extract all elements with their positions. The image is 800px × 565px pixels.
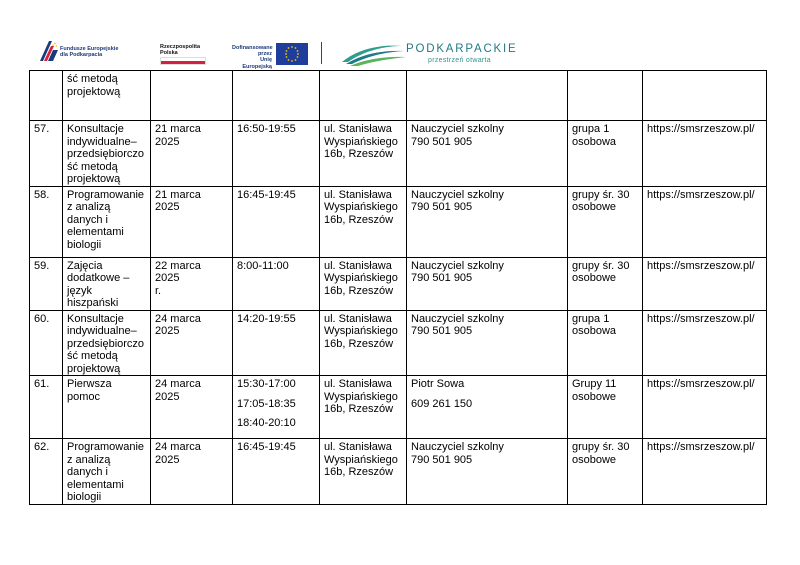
cell-place [320,257,407,310]
date-line: 21 marca 2025 [155,188,201,213]
rzeczpospolita-polska-logo [160,44,220,64]
fundusze-europejskie-logo [40,41,140,63]
contact-line: 609 261 150 [411,397,473,410]
date-line: 24 marca 2025 [155,441,201,466]
date-line: r. [155,284,162,297]
table-row [30,121,767,187]
header-divider [321,42,322,64]
topic-line: ść metodą [67,350,118,362]
place-line: 16b, Rzeszów [324,337,394,350]
time-line: 17:05-18:35 [237,397,296,410]
topic-line: projektową [67,85,121,98]
time-line: 15:30-17:00 [237,378,296,390]
place-line: Wyspiańskiego [324,325,398,337]
cell-time [233,71,320,121]
time-line: 16:45-19:45 [237,441,296,453]
contact-line: 790 501 905 [411,135,473,148]
topic-line: dodatkowe – [67,272,130,284]
contact-line: Nauczyciel szkolny [411,312,504,325]
topic-line: projektową [67,362,121,375]
time-line: 16:45-19:45 [237,188,296,201]
cell-place [320,186,407,257]
cell-group [568,121,643,187]
topic-line: danych i [67,466,108,478]
table-row [30,439,767,505]
group-line: Grupy 11 [572,378,617,390]
group-line: osobowe [572,453,617,466]
topic-line: Zajęcia [67,259,103,272]
contact-line: Nauczyciel szkolny [411,123,504,135]
cell-topic [63,186,151,257]
topic-line: pomoc [67,390,101,403]
place-line: ul. Stanisława [324,259,392,272]
cell-group [568,376,643,439]
cell-contact [407,121,568,187]
schedule-table-body [30,71,767,505]
cell-time [233,257,320,310]
cell-date [151,186,233,257]
time-line: 16:50-19:55 [237,123,296,135]
cell-url [643,71,767,121]
website-link[interactable]: https://smsrzeszow.pl/ [647,123,755,135]
place-line: ul. Stanisława [324,123,392,135]
cell-time [233,186,320,257]
topic-line: elementami [67,226,124,238]
cell-group [568,439,643,505]
topic-line: Programowanie [67,441,145,453]
website-link[interactable]: https://smsrzeszow.pl/ [647,188,755,201]
contact-line: Piotr Sowa [411,378,465,390]
cell-time [233,439,320,505]
topic-line: elementami [67,478,124,491]
contact-line: Nauczyciel szkolny [411,188,504,201]
cell-date [151,71,233,121]
cell-number: 57. [30,121,63,187]
cell-contact [407,186,568,257]
cell-date [151,257,233,310]
cell-url [643,257,767,310]
contact-line: Nauczyciel szkolny [411,259,504,272]
place-line: Wyspiańskiego [324,201,398,213]
topic-line: biologii [67,491,102,503]
cell-url [643,186,767,257]
group-line: grupa 1 [572,312,610,325]
cell-url [643,439,767,505]
cell-date [151,439,233,505]
cell-url [643,121,767,187]
place-line: 16b, Rzeszów [324,466,394,478]
rzeczpospolita-polska-label: Rzeczpospolita Polska [160,44,201,57]
place-line: ul. Stanisława [324,312,392,325]
podkarpackie-title: PODKARPACKIE [406,43,518,55]
topic-line: Pierwsza [67,378,112,390]
website-link[interactable]: https://smsrzeszow.pl/ [647,441,755,453]
date-line: 24 marca 2025 [155,312,201,337]
eu-funding-label: Dofinansowane przez Unię Europejską [232,45,273,70]
cell-contact [407,71,568,121]
topic-line: język hiszpański [67,284,119,309]
cell-number: 59. [30,257,63,310]
topic-line: projektową [67,173,121,185]
website-link[interactable]: https://smsrzeszow.pl/ [647,259,755,272]
cell-number: 61. [30,376,63,439]
topic-line: przedsiębiorczo [67,148,145,160]
cell-date [151,376,233,439]
fundusze-europejskie-label: Fundusze Europejskie dla Podkarpacia [60,46,119,59]
cell-contact [407,439,568,505]
topic-line: z analizą [67,201,111,213]
place-line: 16b, Rzeszów [324,284,394,297]
schedule-table [29,70,767,505]
cell-place [320,439,407,505]
topic-line: z analizą [67,453,111,466]
group-line: grupa 1 [572,123,610,135]
contact-line: 790 501 905 [411,325,473,337]
podkarpackie-wave-icon [340,40,406,66]
time-line: 18:40-20:10 [237,417,296,429]
cell-topic [63,121,151,187]
topic-line: Konsultacje [67,123,124,135]
cell-place [320,71,407,121]
topic-line: danych i [67,213,108,226]
logo-header [0,0,800,70]
topic-line: ść metodą [67,160,118,173]
cell-number [30,71,63,121]
place-line: Wyspiańskiego [324,390,398,403]
cell-url [643,376,767,439]
contact-line: 790 501 905 [411,453,473,466]
cell-url [643,310,767,376]
place-line: Wyspiańskiego [324,453,398,466]
cell-place [320,376,407,439]
website-link[interactable]: https://smsrzeszow.pl/ [647,312,755,325]
table-row [30,186,767,257]
cell-group [568,257,643,310]
topic-line: indywidualne– [67,325,137,337]
cell-group [568,71,643,121]
place-line: ul. Stanisława [324,441,392,453]
place-line: 16b, Rzeszów [324,403,394,415]
cell-place [320,121,407,187]
date-line: 24 marca 2025 [155,378,201,403]
contact-line: 790 501 905 [411,201,473,213]
date-line: 22 marca 2025 [155,259,201,284]
topic-line: biologii [67,238,102,251]
place-line: 16b, Rzeszów [324,213,394,226]
podkarpackie-logo [340,40,518,68]
time-line: 14:20-19:55 [237,312,296,325]
topic-line: indywidualne– [67,135,137,148]
group-line: osobowe [572,272,617,284]
cell-group [568,310,643,376]
topic-line: Konsultacje [67,312,124,325]
cell-time [233,310,320,376]
fundusze-europejskie-mark-icon [40,41,58,61]
time-line: 8:00-11:00 [237,259,289,272]
cell-contact [407,257,568,310]
table-row-continuation [30,71,767,121]
group-line: grupy śr. 30 [572,259,630,272]
cell-topic [63,71,151,121]
topic-line: ść metodą [67,73,118,85]
cell-number: 62. [30,439,63,505]
polish-flag-icon [160,57,206,65]
contact-line: Nauczyciel szkolny [411,441,504,453]
cell-topic [63,439,151,505]
cell-date [151,310,233,376]
eu-funding-logo [232,43,314,70]
place-line: Wyspiańskiego [324,272,398,284]
topic-line: przedsiębiorczo [67,337,145,350]
group-line: grupy śr. 30 [572,188,630,201]
podkarpackie-subtitle: przestrzeń otwarta [428,57,491,64]
cell-topic [63,310,151,376]
group-line: osobowe [572,390,617,403]
cell-time [233,376,320,439]
date-line: 21 marca 2025 [155,123,201,148]
cell-number: 60. [30,310,63,376]
website-link[interactable]: https://smsrzeszow.pl/ [647,378,755,390]
table-row [30,376,767,439]
cell-date [151,121,233,187]
place-line: Wyspiańskiego [324,135,398,148]
table-row [30,310,767,376]
contact-line: 790 501 905 [411,272,473,284]
group-line: osobowa [572,135,617,148]
group-line: osobowa [572,325,617,337]
cell-contact [407,310,568,376]
cell-topic [63,257,151,310]
topic-line: Programowanie [67,188,145,201]
eu-flag-icon [276,43,308,65]
cell-number: 58. [30,186,63,257]
place-line: ul. Stanisława [324,378,392,390]
place-line: 16b, Rzeszów [324,148,394,160]
cell-group [568,186,643,257]
cell-time [233,121,320,187]
group-line: grupy śr. 30 [572,441,630,453]
table-row [30,257,767,310]
place-line: ul. Stanisława [324,188,392,201]
cell-place [320,310,407,376]
cell-contact [407,376,568,439]
group-line: osobowe [572,201,617,213]
cell-topic [63,376,151,439]
